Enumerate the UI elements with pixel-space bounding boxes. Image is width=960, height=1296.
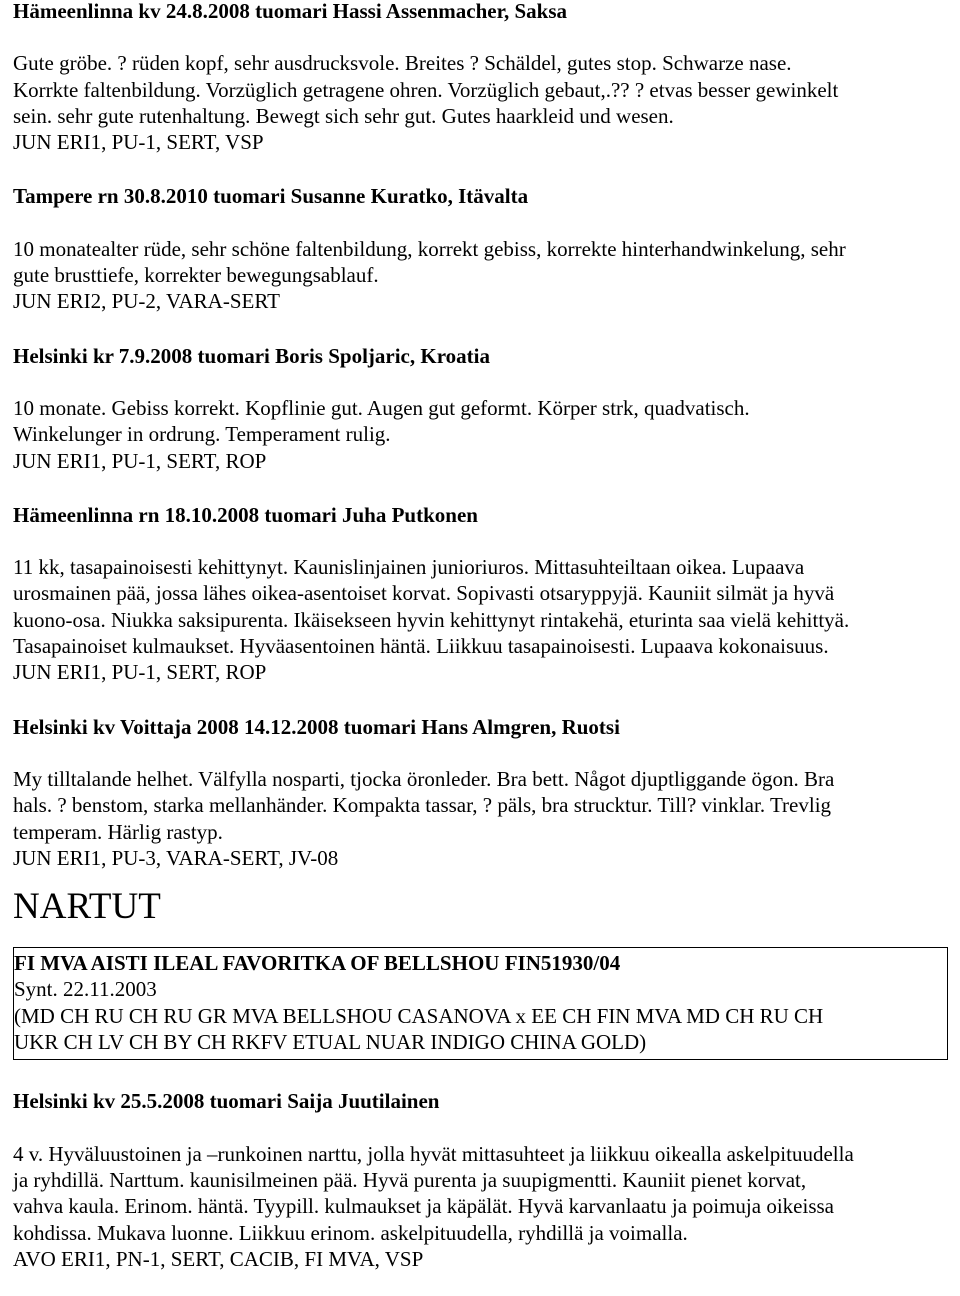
dog-parents-line: UKR CH LV CH BY CH RKFV ETUAL NUAR INDIGO CHINA GOLD) bbox=[14, 1030, 647, 1055]
show-entry bbox=[13, 502, 948, 686]
show-result: JUN ERI1, PU-1, SERT, ROP bbox=[13, 660, 267, 685]
show-entry bbox=[13, 0, 948, 155]
critique-line: Gute gröbe. ? rüden kopf, sehr ausdrucksvole. Breites ? Schäldel, gutes stop. Schwarze nase. bbox=[13, 51, 792, 76]
critique-line: 11 kk, tasapainoisesti kehittynyt. Kaunislinjainen junioriuros. Mittasuhteiltaan oikea. Lupaava bbox=[13, 555, 805, 580]
category-title: NARTUT bbox=[13, 886, 161, 928]
critique-line: vahva kaula. Erinom. häntä. Tyypill. kulmaukset ja käpälät. Hyvä karvanlaatu ja poimuja oikeissa bbox=[13, 1194, 834, 1219]
dog-info-box bbox=[13, 947, 948, 1060]
critique-line: Korrkte faltenbildung. Vorzüglich getragene ohren. Vorzüglich gebaut,.?? ? etvas besser gewinkelt bbox=[13, 77, 839, 102]
show-entry bbox=[13, 183, 948, 314]
critique-line: sein. sehr gute rutenhaltung. Bewegt sich sehr gut. Gutes haarkleid und wesen. bbox=[13, 103, 674, 128]
show-heading: Helsinki kr 7.9.2008 tuomari Boris Spoljaric, Kroatia bbox=[13, 343, 490, 368]
critique-line: hals. ? benstom, starka mellanhänder. Kompakta tassar, ? päls, bra strucktur. Till? vinklar. Trevlig bbox=[13, 793, 832, 818]
dog-birthdate: Synt. 22.11.2003 bbox=[14, 977, 157, 1002]
show-entry bbox=[13, 714, 948, 871]
show-result: JUN ERI1, PU-1, SERT, VSP bbox=[13, 130, 264, 155]
critique-line: Tasapainoiset kulmaukset. Hyväasentoinen häntä. Liikkuu tasapainoisesti. Lupaava kokonaisuus. bbox=[13, 634, 829, 659]
critique-line: 10 monate. Gebiss korrekt. Kopflinie gut. Augen gut geformt. Körper strk, quadvatisch. bbox=[13, 395, 750, 420]
critique-line: kuono-osa. Niukka saksipurenta. Ikäisekseen hyvin kehittynyt rintakehä, eturinta saa vielä kehittyä. bbox=[13, 607, 850, 632]
critique-line: My tilltalande helhet. Välfylla nosparti, tjocka öronleder. Bra bett. Något djuptliggande ögon. Bra bbox=[13, 766, 835, 791]
show-result: JUN ERI1, PU-3, VARA-SERT, JV-08 bbox=[13, 845, 339, 870]
show-entry bbox=[13, 343, 948, 474]
critique-line: kohdissa. Mukava luonne. Liikkuu erinom. askelpituudella, ryhdillä ja voimalla. bbox=[13, 1220, 688, 1245]
dog-name: FI MVA AISTI ILEAL FAVORITKA OF BELLSHOU FIN51930/04 bbox=[14, 951, 621, 976]
show-heading: Tampere rn 30.8.2010 tuomari Susanne Kuratko, Itävalta bbox=[13, 184, 529, 209]
show-result: JUN ERI1, PU-1, SERT, ROP bbox=[13, 448, 267, 473]
show-entry bbox=[13, 1088, 948, 1272]
critique-line: ja ryhdillä. Narttum. kaunisilmeinen pää. Hyvä purenta ja suupigmentti. Kauniit pienet korvat, bbox=[13, 1167, 807, 1192]
show-heading: Hämeenlinna rn 18.10.2008 tuomari Juha Putkonen bbox=[13, 502, 478, 527]
critique-line: Winkelunger in ordrung. Temperament rulig. bbox=[13, 422, 391, 447]
show-heading: Helsinki kv Voittaja 2008 14.12.2008 tuomari Hans Almgren, Ruotsi bbox=[13, 714, 620, 739]
show-heading: Helsinki kv 25.5.2008 tuomari Saija Juutilainen bbox=[13, 1089, 440, 1114]
critique-line: temperam. Härlig rastyp. bbox=[13, 819, 223, 844]
critique-line: 4 v. Hyväluustoinen ja –runkoinen narttu, jolla hyvät mittasuhteet ja liikkuu oikealla askelpituudella bbox=[13, 1141, 854, 1166]
show-heading: Hämeenlinna kv 24.8.2008 tuomari Hassi Assenmacher, Saksa bbox=[13, 0, 568, 23]
show-result: AVO ERI1, PN-1, SERT, CACIB, FI MVA, VSP bbox=[13, 1246, 424, 1271]
critique-line: urosmainen pää, jossa lähes oikea-asentoiset korvat. Sopivasti otsaryppyjä. Kauniit silmät ja hyvä bbox=[13, 581, 835, 606]
dog-parents-line: (MD CH RU CH RU GR MVA BELLSHOU CASANOVA x EE CH FIN MVA MD CH RU CH bbox=[14, 1003, 824, 1028]
critique-line: 10 monatealter rüde, sehr schöne faltenbildung, korrekt gebiss, korrekte hinterhandwinkelung, sehr bbox=[13, 236, 846, 261]
document-page bbox=[13, 0, 948, 1272]
critique-line: gute brusttiefe, korrekter bewegungsablauf. bbox=[13, 263, 379, 288]
show-result: JUN ERI2, PU-2, VARA-SERT bbox=[13, 289, 280, 314]
